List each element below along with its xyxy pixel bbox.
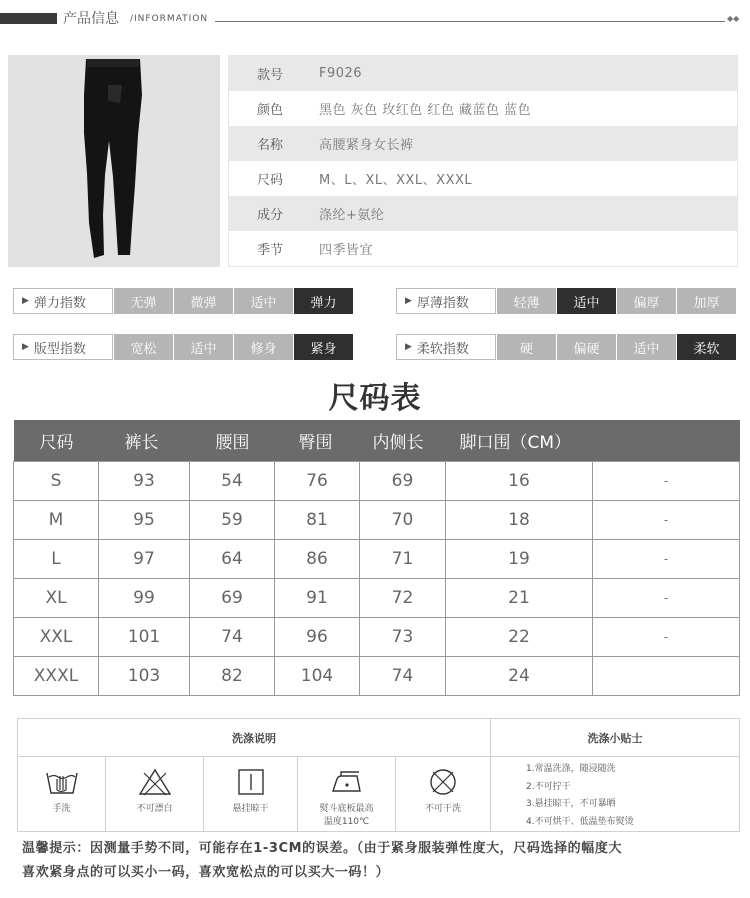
fit-option: 适中	[174, 334, 233, 360]
header-divider	[215, 21, 725, 22]
fit-option-selected: 紧身	[294, 334, 353, 360]
elasticity-index: ▶ 弹力指数 无弹 微弹 适中 弹力	[13, 288, 353, 314]
softness-option-selected: 柔软	[677, 334, 736, 360]
wash-tips-title: 洗涤小贴士	[491, 719, 739, 757]
size-chart-table	[13, 420, 740, 696]
header-cell: 裤长	[99, 420, 190, 462]
info-row-size: 尺码 M、L、XL、XXL、XXXL	[257, 173, 473, 188]
fit-index: ▶ 版型指数 宽松 适中 修身 紧身	[13, 334, 353, 360]
softness-option: 适中	[617, 334, 676, 360]
table-row: XXXL 103 82 104 74 24	[14, 657, 740, 696]
wash-tips-list	[526, 761, 634, 831]
no-bleach-icon	[137, 767, 173, 797]
leggings-illustration	[8, 55, 220, 267]
elasticity-option-selected: 弹力	[294, 288, 353, 314]
size-chart-header	[14, 420, 740, 462]
list-item: 1.常温洗涤，随浸随洗	[526, 764, 616, 774]
thickness-option: 偏厚	[617, 288, 676, 314]
header-cell: 臀围	[275, 420, 360, 462]
hand-wash-icon	[44, 767, 80, 797]
header-cell: 腰围	[190, 420, 275, 462]
fit-option: 宽松	[114, 334, 173, 360]
thickness-index: ▶ 厚薄指数 轻薄 适中 偏厚 加厚	[396, 288, 736, 314]
product-image	[8, 55, 220, 267]
thickness-option: 轻薄	[497, 288, 556, 314]
product-info-table	[228, 55, 738, 267]
hang-dry-icon	[233, 767, 269, 797]
header-cell: 脚口围（CM）	[446, 420, 740, 462]
thickness-option-selected: 适中	[557, 288, 616, 314]
triangle-icon: ▶	[405, 342, 412, 352]
care-item-hang-dry: 悬挂晾干	[204, 757, 298, 831]
softness-option: 偏硬	[557, 334, 616, 360]
triangle-icon: ▶	[405, 296, 412, 306]
size-chart-title: 尺码表	[328, 381, 422, 416]
list-item: 2.不可拧干	[526, 781, 571, 792]
fit-option: 修身	[234, 334, 293, 360]
header-cell: 尺码	[14, 420, 99, 462]
measurement-note: 温馨提示：因测量手势不同，可能存在1-3CM的误差。（由于紧身服装弹性度大，尺码选择的幅度大 喜欢紧身点的可以买小一码，喜欢宽松点的可以买大一码！）	[22, 841, 623, 880]
list-item: 4.不可烘干、低温垫布熨烫	[526, 816, 634, 827]
table-row: S 93 54 76 69 16 -	[14, 462, 740, 501]
care-item-no-dry-clean: 不可干洗	[396, 757, 491, 831]
triangle-icon: ▶	[22, 296, 29, 306]
triangle-icon: ▶	[22, 342, 29, 352]
table-row: M 95 59 81 70 18 -	[14, 501, 740, 540]
care-panel	[17, 718, 740, 832]
header-dots: ◆◆	[727, 14, 740, 23]
header-accent-bar	[0, 13, 57, 24]
elasticity-option: 微弹	[174, 288, 233, 314]
info-row-color: 颜色 黑色 灰色 玫红色 红色 藏蓝色 蓝色	[257, 103, 532, 118]
table-row: XXL 101 74 96 73 22 -	[14, 618, 740, 657]
table-row: XL 99 69 91 72 21 -	[14, 579, 740, 618]
softness-index: ▶ 柔软指数 硬 偏硬 适中 柔软	[396, 334, 736, 360]
info-row-name: 名称 高腰紧身女长裤	[229, 126, 737, 161]
no-dry-clean-icon	[425, 767, 461, 797]
table-row: L 97 64 86 71 19 -	[14, 540, 740, 579]
care-item-no-bleach: 不可漂白	[106, 757, 204, 831]
elasticity-option: 无弹	[114, 288, 173, 314]
section-title: 产品信息	[63, 11, 119, 27]
care-item-iron: 熨斗底板最高 温度110℃	[298, 757, 396, 831]
info-row-season: 季节 四季皆宜	[257, 243, 374, 258]
care-item-hand-wash: 手洗	[18, 757, 106, 831]
header-cell: 内侧长	[360, 420, 446, 462]
section-subtitle: /INFORMATION	[130, 14, 209, 24]
iron-icon	[329, 767, 365, 797]
info-row-material: 成分 涤纶+氨纶	[229, 196, 737, 231]
softness-option: 硬	[497, 334, 556, 360]
info-row-style-no: 款号 F9026	[229, 56, 737, 91]
list-item: 3.悬挂晾干，不可暴晒	[526, 799, 616, 809]
thickness-option: 加厚	[677, 288, 736, 314]
elasticity-option: 适中	[234, 288, 293, 314]
wash-instructions-title: 洗涤说明	[18, 719, 491, 757]
